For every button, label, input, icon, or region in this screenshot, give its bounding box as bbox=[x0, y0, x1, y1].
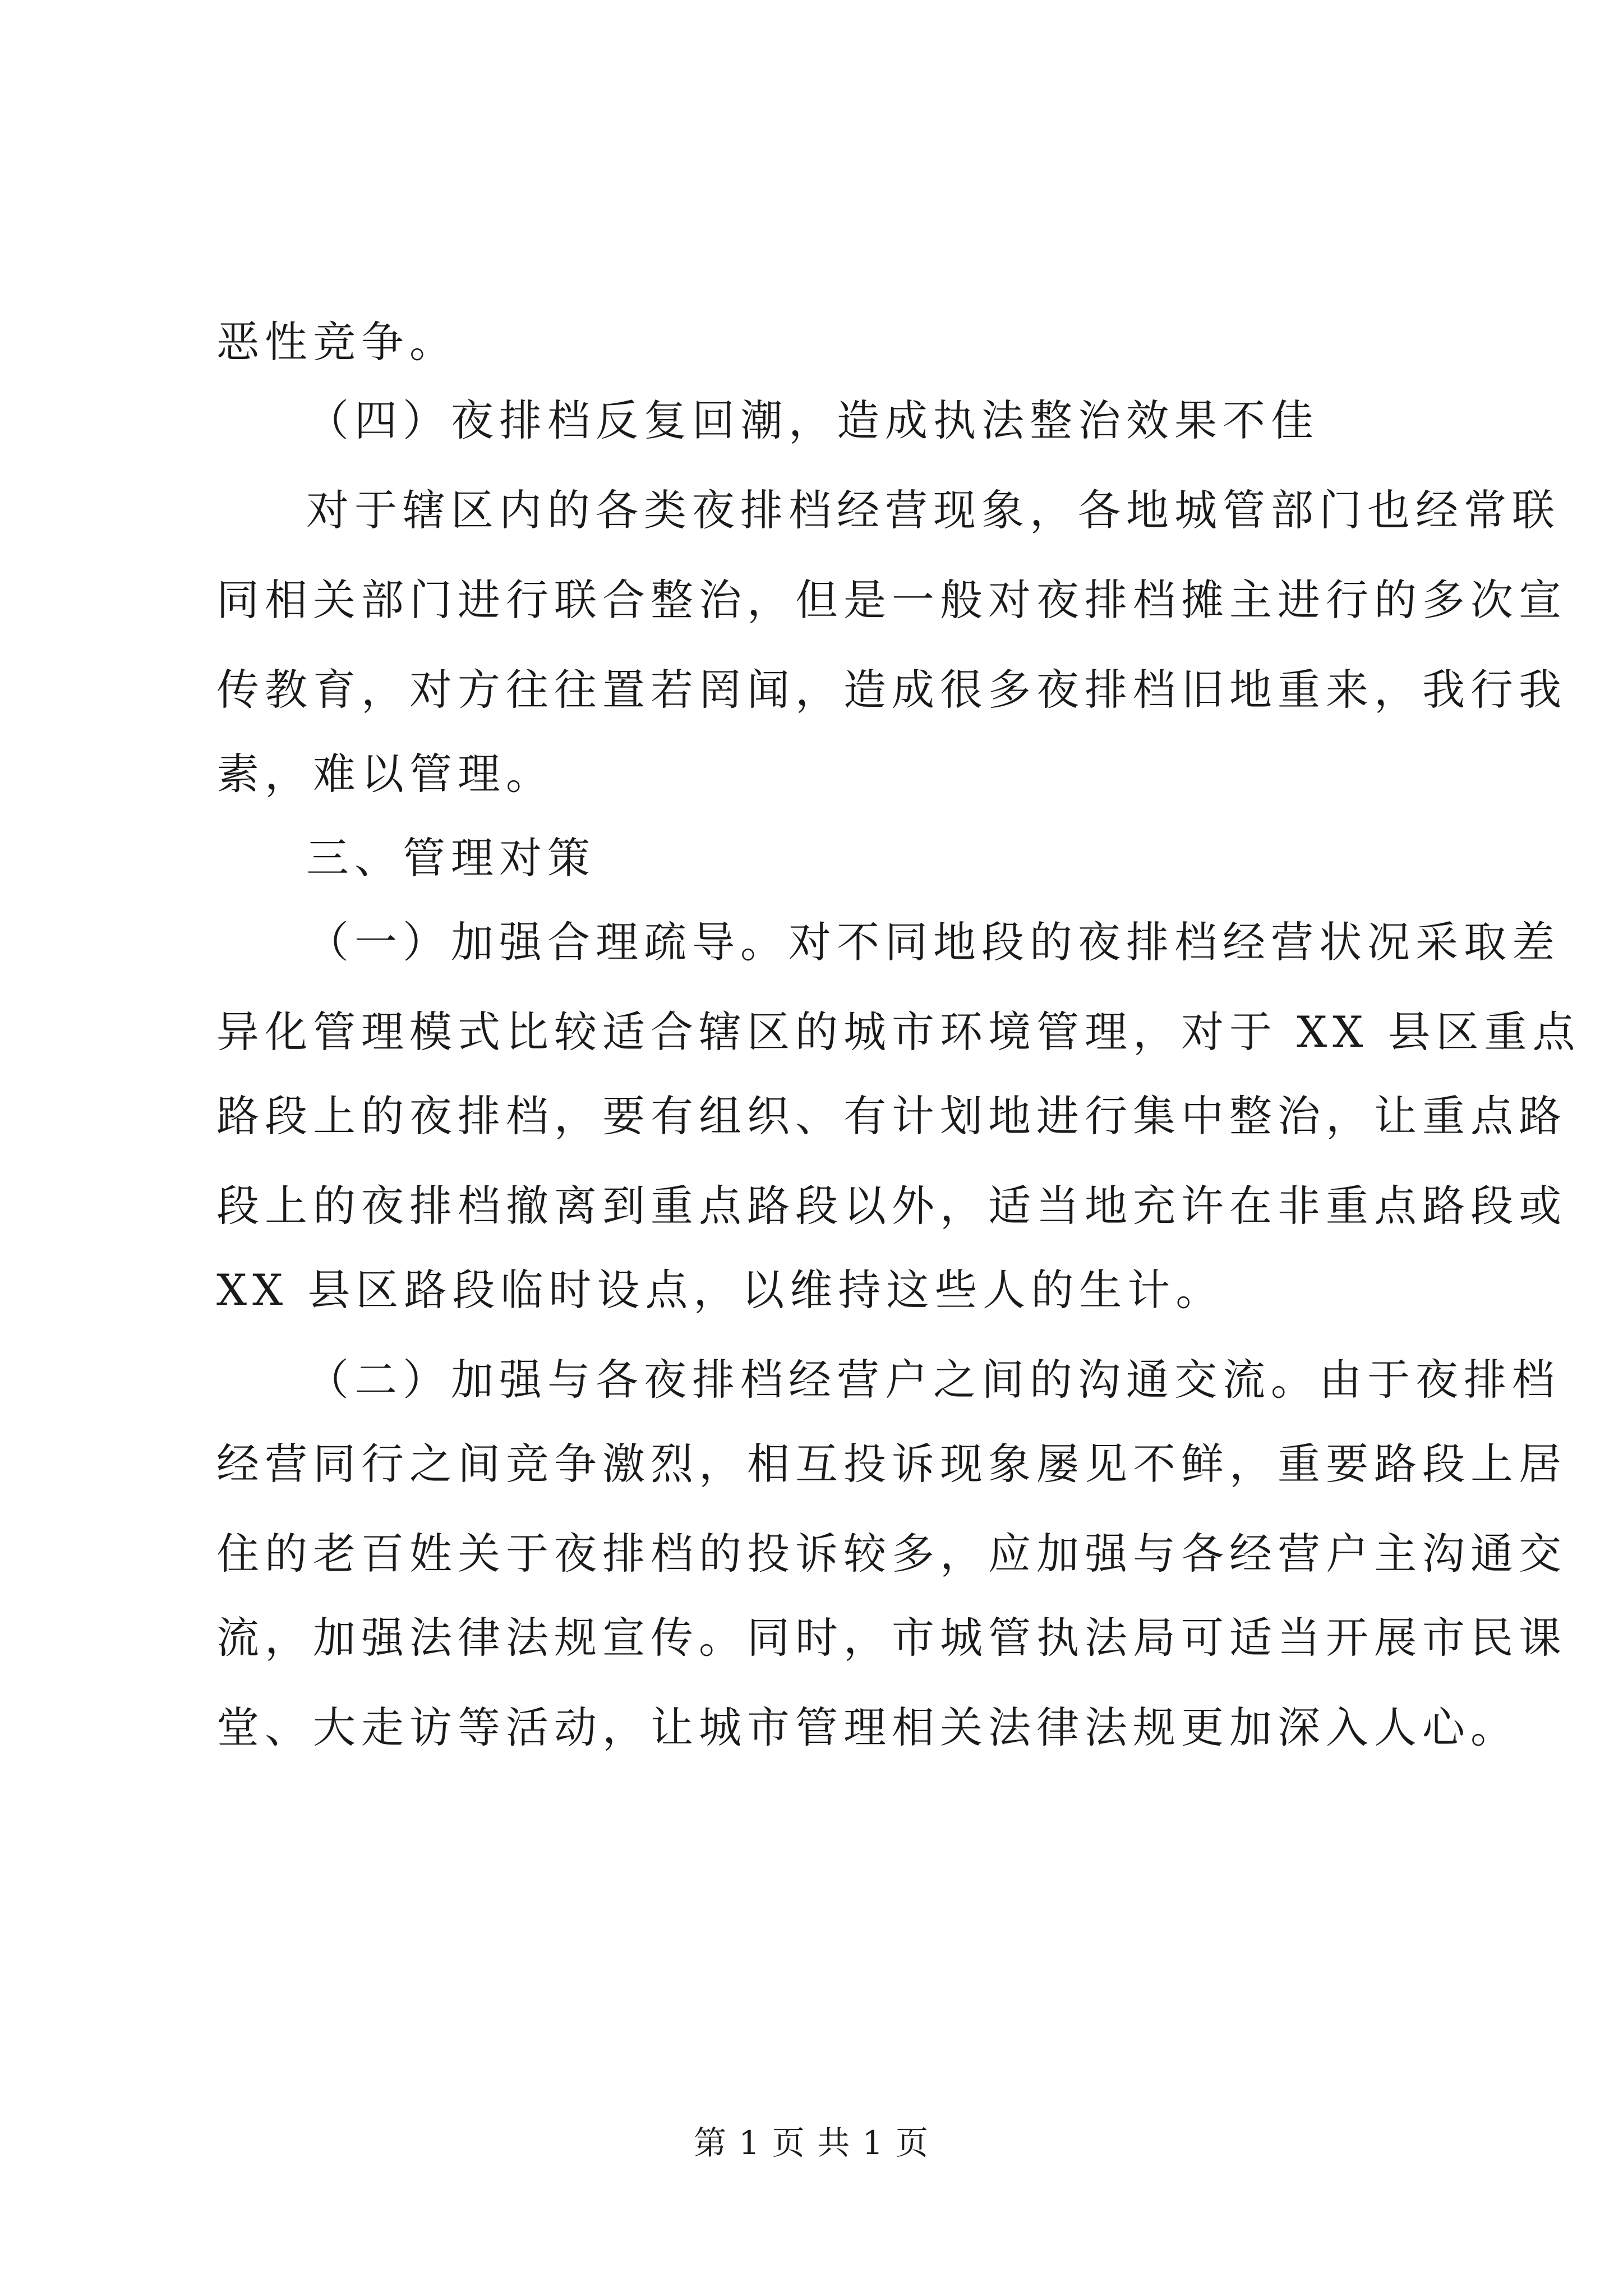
page-number-footer: 第 1 页 共 1 页 bbox=[694, 2124, 929, 2162]
text-line: 住的老百姓关于夜排档的投诉较多，应加强与各经营户主沟通交 bbox=[216, 1529, 1567, 1579]
text-line: 异化管理模式比较适合辖区的城市环境管理，对于 XX 县区重点 bbox=[216, 1007, 1581, 1057]
text-line: 恶性竞争。 bbox=[216, 317, 458, 367]
section-heading: （四）夜排档反复回潮，造成执法整治效果不佳 bbox=[306, 395, 1319, 445]
text-line: （一）加强合理疏导。对不同地段的夜排档经营状况采取差 bbox=[306, 917, 1560, 967]
text-line: 对于辖区内的各类夜排档经营现象，各地城管部门也经常联 bbox=[306, 485, 1560, 535]
text-line: 素，难以管理。 bbox=[216, 749, 554, 799]
text-line: 经营同行之间竞争激烈，相互投诉现象屡见不鲜，重要路段上居 bbox=[216, 1439, 1567, 1489]
text-line: XX 县区路段临时设点，以维持这些人的生计。 bbox=[216, 1265, 1224, 1315]
text-line: 段上的夜排档撤离到重点路段以外，适当地充许在非重点路段或 bbox=[216, 1181, 1567, 1231]
text-line: 传教育，对方往往置若罔闻，造成很多夜排档旧地重来，我行我 bbox=[216, 665, 1567, 715]
text-line: 堂、大走访等活动，让城市管理相关法律法规更加深入人心。 bbox=[216, 1703, 1519, 1752]
text-line: 同相关部门进行联合整治，但是一般对夜排档摊主进行的多次宣 bbox=[216, 575, 1567, 625]
text-line: （二）加强与各夜排档经营户之间的沟通交流。由于夜排档 bbox=[306, 1355, 1560, 1405]
section-heading: 三、管理对策 bbox=[306, 833, 596, 883]
text-line: 流，加强法律法规宣传。同时，市城管执法局可适当开展市民课 bbox=[216, 1613, 1567, 1663]
text-line: 路段上的夜排档，要有组织、有计划地进行集中整治，让重点路 bbox=[216, 1091, 1567, 1141]
